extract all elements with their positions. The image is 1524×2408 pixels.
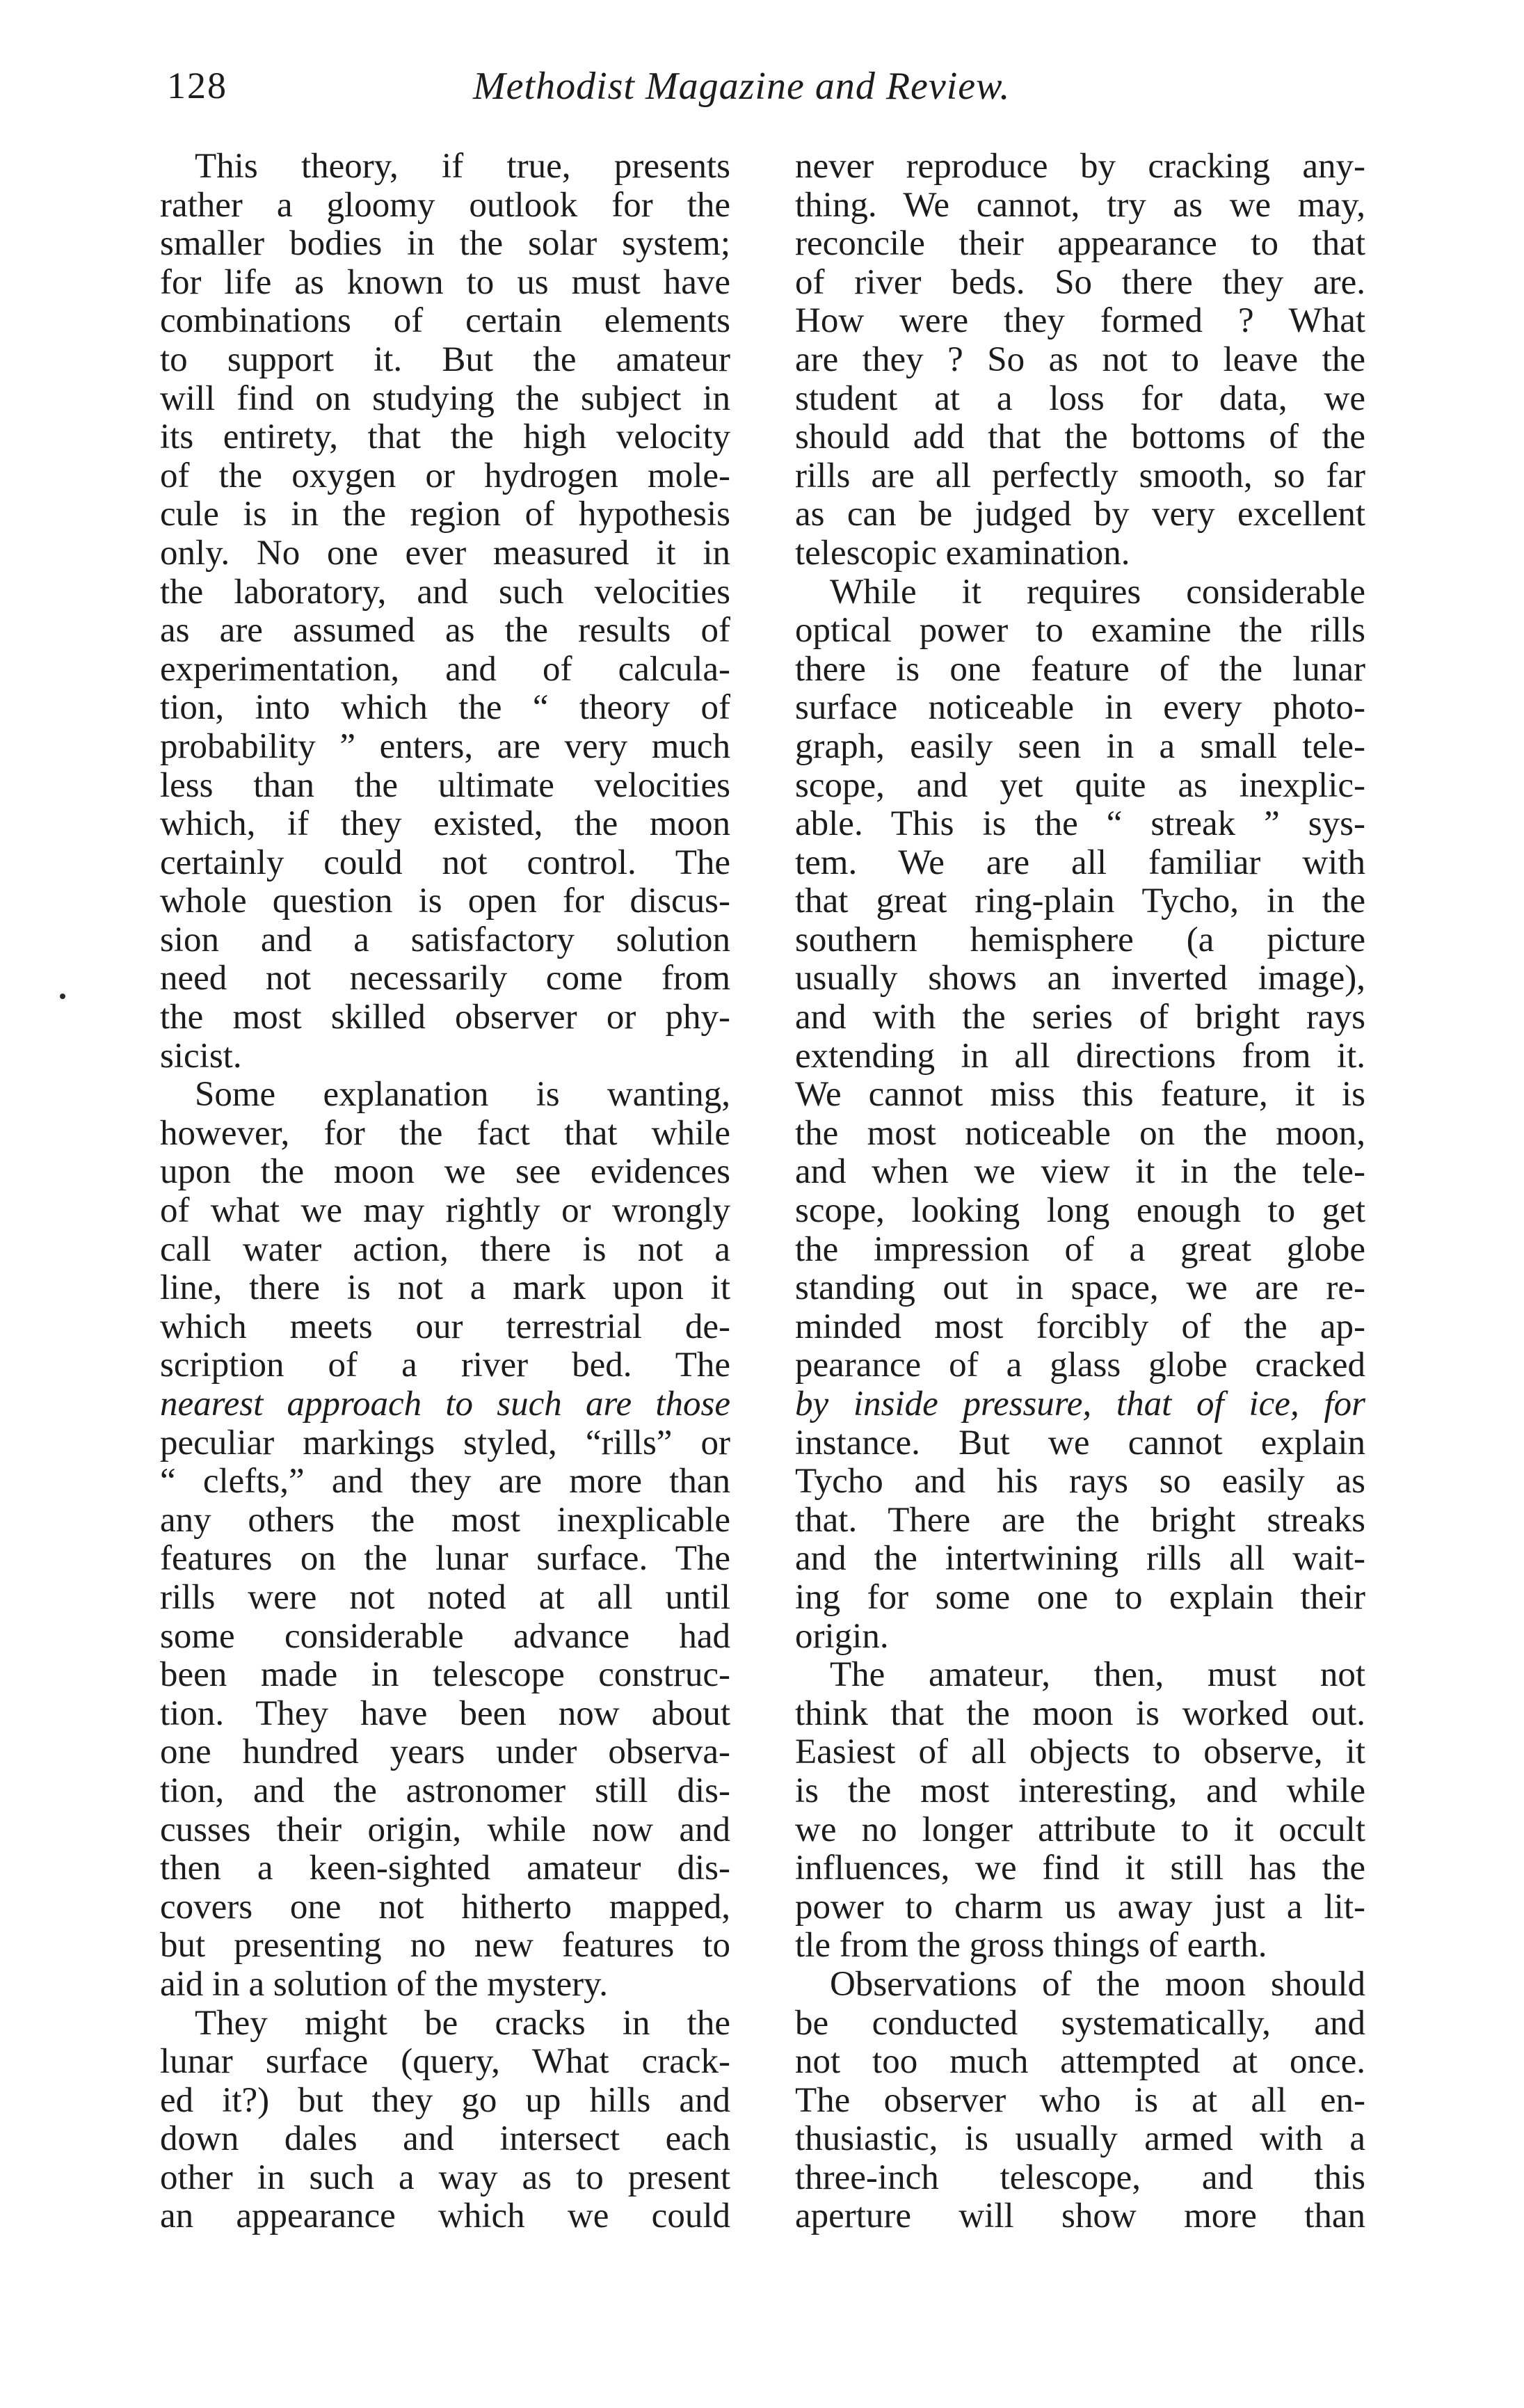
text-line: ing for some one to explain their: [795, 1578, 1365, 1617]
text-line: need not necessarily come from: [160, 959, 730, 998]
text-line: tem. We are all familiar with: [795, 843, 1365, 882]
text-line: The observer who is at all en-: [795, 2081, 1365, 2120]
text-line: only. No one ever measured it in: [160, 534, 730, 573]
text-line: of the oxygen or hydrogen mole-: [160, 456, 730, 495]
text-line: While it requires considerable: [830, 573, 1365, 612]
text-line: aid in a solution of the mystery.: [160, 1965, 608, 2004]
text-line: pearance of a glass globe cracked: [795, 1346, 1365, 1385]
text-line: telescopic examination.: [795, 534, 1130, 573]
text-column-right: [795, 147, 1365, 2236]
text-line: to support it. But the amateur: [160, 340, 730, 379]
text-line: the laboratory, and such velocities: [160, 573, 730, 612]
text-line: They might be cracks in the: [195, 2004, 730, 2043]
text-line: as are assumed as the results of: [160, 612, 730, 651]
text-line: that. There are the bright streaks: [795, 1501, 1365, 1540]
text-line: rills were not noted at all until: [160, 1578, 730, 1617]
text-line: its entirety, that the high velocity: [160, 418, 730, 457]
text-line: been made in telescope construc-: [160, 1656, 730, 1695]
text-line: by inside pressure, that of ice, for: [795, 1385, 1365, 1424]
text-line: three-inch telescope, and this: [795, 2158, 1365, 2197]
text-line: upon the moon we see evidences: [160, 1153, 730, 1192]
text-line: the impression of a great globe: [795, 1230, 1365, 1269]
text-line: which meets our terrestrial de-: [160, 1307, 730, 1346]
text-line: Observations of the moon should: [830, 1965, 1365, 2004]
text-line: tion. They have been now about: [160, 1694, 730, 1733]
text-line: for life as known to us must have: [160, 263, 730, 302]
text-line: optical power to examine the rills: [795, 612, 1365, 651]
text-line: an appearance which we could: [160, 2197, 730, 2236]
text-line: tle from the gross things of earth.: [795, 1927, 1267, 1966]
text-line: whole question is open for discus-: [160, 882, 730, 921]
text-line: features on the lunar surface. The: [160, 1540, 730, 1579]
text-line: origin.: [795, 1617, 889, 1656]
text-line: as can be judged by very excellent: [795, 495, 1365, 534]
text-line: rather a gloomy outlook for the: [160, 186, 730, 225]
text-line: Tycho and his rays so easily as: [795, 1462, 1365, 1501]
running-title: Methodist Magazine and Review.: [473, 65, 1011, 108]
text-line: and with the series of bright rays: [795, 998, 1365, 1037]
text-line: scription of a river bed. The: [160, 1346, 730, 1385]
text-line: some considerable advance had: [160, 1617, 730, 1656]
text-line: we no longer attribute to it occult: [795, 1810, 1365, 1849]
page-header: [167, 64, 1426, 120]
text-line: but presenting no new features to: [160, 1927, 730, 1966]
text-line: graph, easily seen in a small tele-: [795, 727, 1365, 766]
text-line: scope, and yet quite as inexplic-: [795, 766, 1365, 805]
text-line: line, there is not a mark upon it: [160, 1269, 730, 1308]
text-line: then a keen-sighted amateur dis-: [160, 1849, 730, 1888]
text-line: are they ? So as not to leave the: [795, 340, 1365, 379]
text-line: influences, we find it still has the: [795, 1849, 1365, 1888]
text-line: the most noticeable on the moon,: [795, 1114, 1365, 1153]
text-line: call water action, there is not a: [160, 1230, 730, 1269]
text-line: smaller bodies in the solar system;: [160, 225, 730, 264]
text-line: student at a loss for data, we: [795, 379, 1365, 418]
text-line: of what we may rightly or wrongly: [160, 1192, 730, 1231]
text-line: experimentation, and of calcula-: [160, 650, 730, 689]
text-line: sion and a satisfactory solution: [160, 920, 730, 959]
text-line: there is one feature of the lunar: [795, 650, 1365, 689]
text-line: extending in all directions from it.: [795, 1037, 1365, 1076]
text-line: Easiest of all objects to observe, it: [795, 1733, 1365, 1772]
text-line: which, if they existed, the moon: [160, 805, 730, 844]
text-line: scope, looking long enough to get: [795, 1192, 1365, 1231]
text-line: How were they formed ? What: [795, 302, 1365, 341]
text-line: thing. We cannot, try as we may,: [795, 186, 1365, 225]
text-line: less than the ultimate velocities: [160, 766, 730, 805]
text-line: be conducted systematically, and: [795, 2004, 1365, 2043]
text-line: other in such a way as to present: [160, 2158, 730, 2197]
text-line: will find on studying the subject in: [160, 379, 730, 418]
text-line: lunar surface (query, What crack-: [160, 2043, 730, 2082]
text-line: minded most forcibly of the ap-: [795, 1307, 1365, 1346]
text-line: tion, into which the “ theory of: [160, 689, 730, 728]
text-line: We cannot miss this feature, it is: [795, 1076, 1365, 1115]
text-line: and the intertwining rills all wait-: [795, 1540, 1365, 1579]
text-line: of river beds. So there they are.: [795, 263, 1365, 302]
text-line: standing out in space, we are re-: [795, 1269, 1365, 1308]
text-line: cusses their origin, while now and: [160, 1810, 730, 1849]
text-line: should add that the bottoms of the: [795, 418, 1365, 457]
text-column-left: [160, 147, 730, 2236]
text-line: probability ” enters, are very much: [160, 727, 730, 766]
text-line: reconcile their appearance to that: [795, 225, 1365, 264]
text-line: combinations of certain elements: [160, 302, 730, 341]
text-line: is the most interesting, and while: [795, 1771, 1365, 1810]
text-line: sicist.: [160, 1037, 242, 1076]
text-line: the most skilled observer or phy-: [160, 998, 730, 1037]
text-line: not too much attempted at once.: [795, 2043, 1365, 2082]
text-line: surface noticeable in every photo-: [795, 689, 1365, 728]
print-speck: [60, 994, 65, 999]
text-line: one hundred years under observa-: [160, 1733, 730, 1772]
text-line: and when we view it in the tele-: [795, 1153, 1365, 1192]
text-line: power to charm us away just a lit-: [795, 1888, 1365, 1927]
page-number: 128: [167, 65, 227, 106]
text-line: aperture will show more than: [795, 2197, 1365, 2236]
text-line: This theory, if true, presents: [195, 147, 730, 186]
text-line: tion, and the astronomer still dis-: [160, 1771, 730, 1810]
text-line: Some explanation is wanting,: [195, 1076, 730, 1115]
text-line: certainly could not control. The: [160, 843, 730, 882]
text-line: instance. But we cannot explain: [795, 1424, 1365, 1462]
text-line: however, for the fact that while: [160, 1114, 730, 1153]
text-line: peculiar markings styled, “rills” or: [160, 1424, 730, 1462]
text-line: thusiastic, is usually armed with a: [795, 2120, 1365, 2159]
text-line: The amateur, then, must not: [830, 1656, 1365, 1695]
text-line: nearest approach to such are those: [160, 1385, 730, 1424]
text-line: southern hemisphere (a picture: [795, 920, 1365, 959]
text-line: usually shows an inverted image),: [795, 959, 1365, 998]
text-line: down dales and intersect each: [160, 2120, 730, 2159]
text-line: rills are all perfectly smooth, so far: [795, 456, 1365, 495]
text-line: ed it?) but they go up hills and: [160, 2081, 730, 2120]
text-line: cule is in the region of hypothesis: [160, 495, 730, 534]
text-line: able. This is the “ streak ” sys-: [795, 805, 1365, 844]
text-line: that great ring-plain Tycho, in the: [795, 882, 1365, 921]
text-line: any others the most inexplicable: [160, 1501, 730, 1540]
text-line: covers one not hitherto mapped,: [160, 1888, 730, 1927]
text-line: think that the moon is worked out.: [795, 1694, 1365, 1733]
text-line: never reproduce by cracking any-: [795, 147, 1365, 186]
text-line: “ clefts,” and they are more than: [160, 1462, 730, 1501]
